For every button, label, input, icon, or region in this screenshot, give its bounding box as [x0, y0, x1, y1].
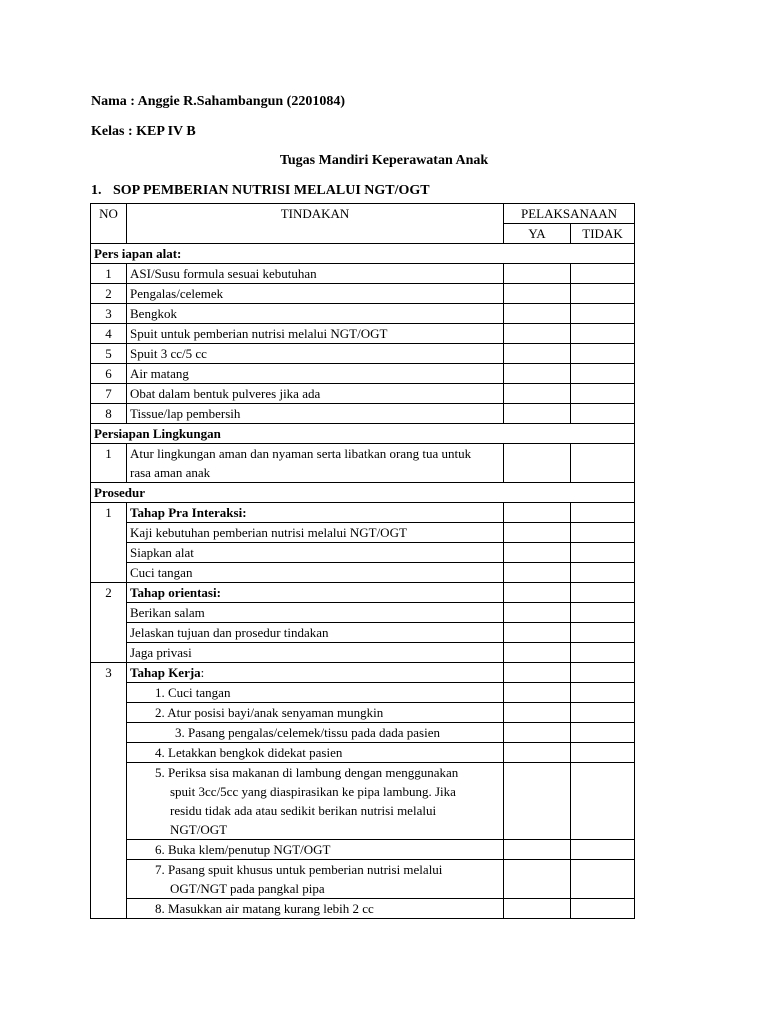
section-number: 1.: [91, 183, 102, 198]
row-action: [127, 860, 504, 899]
row-action-line: rasa aman anak: [130, 465, 211, 480]
ya-checkbox-cell[interactable]: [504, 304, 571, 324]
ya-checkbox-cell[interactable]: [504, 763, 571, 840]
row-action: Obat dalam bentuk pulveres jika ada: [127, 384, 504, 404]
header-no: NO: [91, 204, 127, 244]
table-row: [91, 384, 635, 404]
table-row: [91, 743, 635, 763]
row-action: Air matang: [127, 364, 504, 384]
row-number: 3: [91, 663, 127, 919]
ya-checkbox-cell[interactable]: [504, 523, 571, 543]
table-row: [91, 860, 635, 899]
row-action: Siapkan alat: [127, 543, 504, 563]
tidak-checkbox-cell[interactable]: [571, 723, 635, 743]
table-row: [91, 284, 635, 304]
stage-label: Tahap orientasi:: [127, 583, 504, 603]
stage-label: [127, 663, 504, 683]
row-action: Tissue/lap pembersih: [127, 404, 504, 424]
tidak-checkbox-cell[interactable]: [571, 324, 635, 344]
tidak-checkbox-cell[interactable]: [571, 444, 635, 483]
tidak-checkbox-cell[interactable]: [571, 683, 635, 703]
table-row: [91, 623, 635, 643]
table-row: [91, 404, 635, 424]
row-action: ASI/Susu formula sesuai kebutuhan: [127, 264, 504, 284]
table-row: [91, 523, 635, 543]
ya-checkbox-cell[interactable]: [504, 563, 571, 583]
table-row: [91, 543, 635, 563]
ya-checkbox-cell[interactable]: [504, 743, 571, 763]
table-row: [91, 364, 635, 384]
ya-checkbox-cell[interactable]: [504, 583, 571, 603]
tidak-checkbox-cell[interactable]: [571, 503, 635, 523]
ya-checkbox-cell[interactable]: [504, 364, 571, 384]
row-action-line: 7. Pasang spuit khusus untuk pemberian nutrisi melalui: [155, 862, 443, 877]
row-number: 1: [91, 264, 127, 284]
tidak-checkbox-cell[interactable]: [571, 284, 635, 304]
table-row: [91, 324, 635, 344]
section-title: [91, 183, 430, 199]
student-name: Nama : Anggie R.Sahambangun (2201084): [91, 94, 345, 109]
tidak-checkbox-cell[interactable]: [571, 523, 635, 543]
row-action: 6. Buka klem/penutup NGT/OGT: [127, 840, 504, 860]
tidak-checkbox-cell[interactable]: [571, 304, 635, 324]
tidak-checkbox-cell[interactable]: [571, 663, 635, 683]
ya-checkbox-cell[interactable]: [504, 840, 571, 860]
stage-label-text: Tahap Kerja: [130, 665, 201, 680]
ya-checkbox-cell[interactable]: [504, 723, 571, 743]
table-row: [91, 563, 635, 583]
header-tidak: TIDAK: [571, 224, 635, 244]
student-class: Kelas : KEP IV B: [91, 124, 196, 139]
row-action-line: 5. Periksa sisa makanan di lambung dengan menggunakan: [155, 765, 459, 780]
stage-row-orientasi: [91, 583, 635, 603]
tidak-checkbox-cell[interactable]: [571, 364, 635, 384]
tidak-checkbox-cell[interactable]: [571, 763, 635, 840]
ya-checkbox-cell[interactable]: [504, 503, 571, 523]
row-number: 4: [91, 324, 127, 344]
stage-row-pra-interaksi: [91, 503, 635, 523]
section-title-text: SOP PEMBERIAN NUTRISI MELALUI NGT/OGT: [113, 183, 430, 198]
document-title: Tugas Mandiri Keperawatan Anak: [279, 153, 489, 168]
table-row: [91, 344, 635, 364]
table-row: [91, 304, 635, 324]
row-action: 8. Masukkan air matang kurang lebih 2 cc: [127, 899, 504, 919]
table-row: [91, 840, 635, 860]
ya-checkbox-cell[interactable]: [504, 344, 571, 364]
ya-checkbox-cell[interactable]: [504, 663, 571, 683]
row-action: Jelaskan tujuan dan prosedur tindakan: [127, 623, 504, 643]
table-row: [91, 603, 635, 623]
sop-checklist-table: [90, 203, 635, 919]
table-row: [91, 763, 635, 840]
ya-checkbox-cell[interactable]: [504, 703, 571, 723]
ya-checkbox-cell[interactable]: [504, 284, 571, 304]
row-action: 3. Pasang pengalas/celemek/tissu pada dada pasien: [127, 723, 504, 743]
row-action-line: OGT/NGT pada pangkal pipa: [170, 881, 325, 896]
group-row-persiapan-alat: [91, 244, 635, 264]
table-row: [91, 643, 635, 663]
group-row-persiapan-lingkungan: [91, 424, 635, 444]
table-row: [91, 723, 635, 743]
table-row: [91, 444, 635, 483]
tidak-checkbox-cell[interactable]: [571, 583, 635, 603]
row-action: 4. Letakkan bengkok didekat pasien: [127, 743, 504, 763]
tidak-checkbox-cell[interactable]: [571, 384, 635, 404]
tidak-checkbox-cell[interactable]: [571, 603, 635, 623]
ya-checkbox-cell[interactable]: [504, 543, 571, 563]
row-number: 5: [91, 344, 127, 364]
tidak-checkbox-cell[interactable]: [571, 404, 635, 424]
row-number: 8: [91, 404, 127, 424]
table-row: [91, 264, 635, 284]
ya-checkbox-cell[interactable]: [504, 324, 571, 344]
group-label: Persiapan Lingkungan: [91, 424, 635, 444]
ya-checkbox-cell[interactable]: [504, 603, 571, 623]
group-row-prosedur: [91, 483, 635, 503]
ya-checkbox-cell[interactable]: [504, 860, 571, 899]
table-row: [91, 683, 635, 703]
row-number: 2: [91, 284, 127, 304]
ya-checkbox-cell[interactable]: [504, 643, 571, 663]
group-label: Pers iapan alat:: [91, 244, 635, 264]
row-action: Spuit 3 cc/5 cc: [127, 344, 504, 364]
ya-checkbox-cell[interactable]: [504, 264, 571, 284]
ya-checkbox-cell[interactable]: [504, 623, 571, 643]
row-action: Spuit untuk pemberian nutrisi melalui NGT/OGT: [127, 324, 504, 344]
row-number: 2: [91, 583, 127, 663]
row-number: 7: [91, 384, 127, 404]
ya-checkbox-cell[interactable]: [504, 899, 571, 919]
tidak-checkbox-cell[interactable]: [571, 264, 635, 284]
stage-label-colon: :: [200, 665, 205, 680]
tidak-checkbox-cell[interactable]: [571, 623, 635, 643]
row-number: 1: [91, 444, 127, 483]
row-action-line: spuit 3cc/5cc yang diaspirasikan ke pipa lambung. Jika: [170, 784, 456, 799]
ya-checkbox-cell[interactable]: [504, 444, 571, 483]
tidak-checkbox-cell[interactable]: [571, 860, 635, 899]
row-action: Jaga privasi: [127, 643, 504, 663]
row-action: [127, 444, 504, 483]
tidak-checkbox-cell[interactable]: [571, 840, 635, 860]
tidak-checkbox-cell[interactable]: [571, 543, 635, 563]
row-action: Pengalas/celemek: [127, 284, 504, 304]
ya-checkbox-cell[interactable]: [504, 384, 571, 404]
row-number: 1: [91, 503, 127, 583]
tidak-checkbox-cell[interactable]: [571, 703, 635, 723]
row-action: Kaji kebutuhan pemberian nutrisi melalui NGT/OGT: [127, 523, 504, 543]
ya-checkbox-cell[interactable]: [504, 404, 571, 424]
row-action: [127, 763, 504, 840]
tidak-checkbox-cell[interactable]: [571, 643, 635, 663]
ya-checkbox-cell[interactable]: [504, 683, 571, 703]
row-action-line: residu tidak ada atau sedikit berikan nutrisi melalui: [170, 803, 437, 818]
group-label: Prosedur: [91, 483, 635, 503]
row-action: Cuci tangan: [127, 563, 504, 583]
table-header-row: [91, 204, 635, 224]
header-pelaksanaan: PELAKSANAAN: [504, 204, 635, 224]
row-action-line: Atur lingkungan aman dan nyaman serta libatkan orang tua untuk: [130, 446, 472, 461]
tidak-checkbox-cell[interactable]: [571, 743, 635, 763]
row-number: 3: [91, 304, 127, 324]
stage-row-kerja: [91, 663, 635, 683]
row-action: 1. Cuci tangan: [127, 683, 504, 703]
tidak-checkbox-cell[interactable]: [571, 344, 635, 364]
table-row: [91, 899, 635, 919]
row-action: Bengkok: [127, 304, 504, 324]
row-action-line: NGT/OGT: [170, 822, 228, 837]
stage-label: Tahap Pra Interaksi:: [127, 503, 504, 523]
header-tindakan: TINDAKAN: [127, 204, 504, 244]
row-number: 6: [91, 364, 127, 384]
header-ya: YA: [504, 224, 571, 244]
row-action: Berikan salam: [127, 603, 504, 623]
tidak-checkbox-cell[interactable]: [571, 563, 635, 583]
table-row: [91, 703, 635, 723]
row-action: 2. Atur posisi bayi/anak senyaman mungkin: [127, 703, 504, 723]
tidak-checkbox-cell[interactable]: [571, 899, 635, 919]
